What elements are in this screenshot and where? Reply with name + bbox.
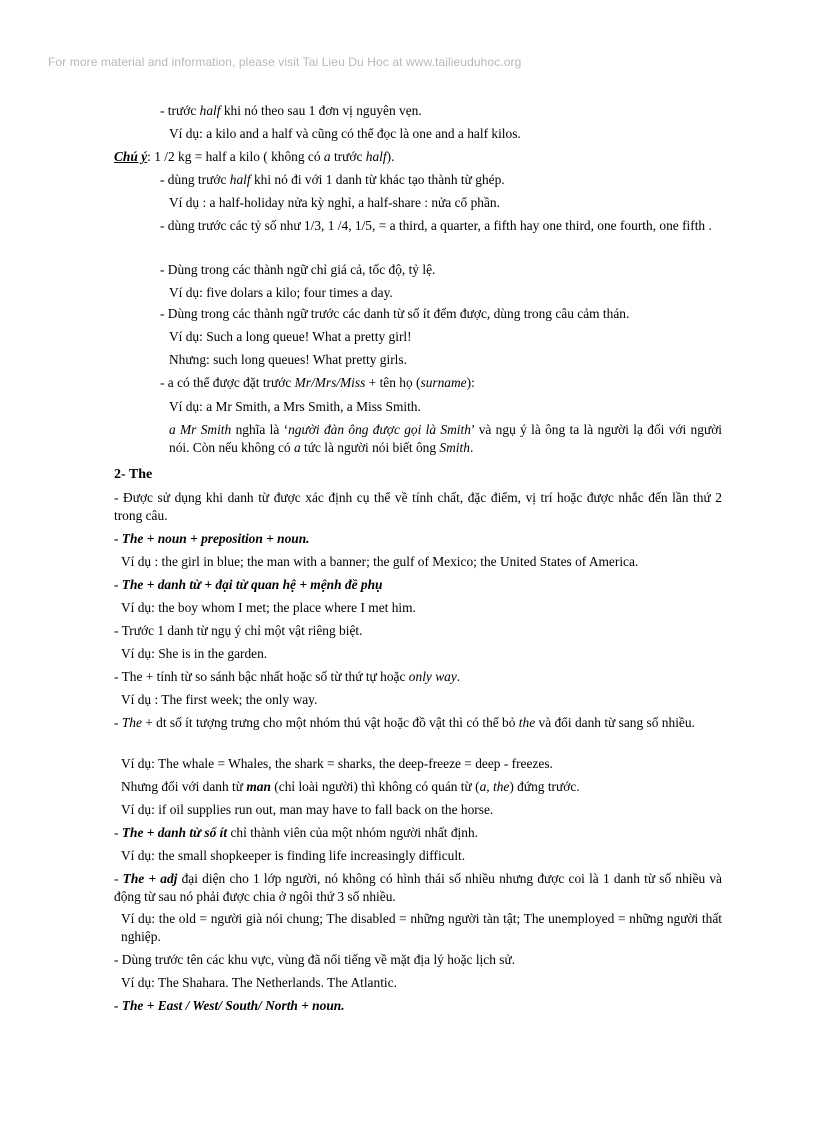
- example-price-idioms: Ví dụ: five dolars a kilo; four times a day.: [169, 285, 393, 300]
- example-half-compound: Ví dụ : a half-holiday nửa kỳ nghỉ, a half-share : nửa cổ phần.: [169, 195, 500, 210]
- section-heading-the: 2- The: [114, 467, 153, 482]
- the-rule-regions: - Dùng trước tên các khu vực, vùng đã nổi tiếng về mặt địa lý hoặc lịch sử.: [114, 952, 516, 967]
- rule-half-compound: - dùng trước half khi nó đi với 1 danh từ khác tạo thành từ ghép.: [160, 172, 505, 187]
- rule-half-unit: - trước half khi nó theo sau 1 đơn vị nguyên vẹn.: [160, 103, 422, 118]
- the-rule-species: - The + dt số ít tượng trưng cho một nhóm thú vật hoặc đồ vật thì có thể bỏ the và đổi danh từ sang số nhiều.: [114, 715, 695, 730]
- note-half-kilo: Chú ý: 1 /2 kg = half a kilo ( không có a trước half).: [114, 149, 395, 164]
- the-example-man: Ví dụ: if oil supplies run out, man may have to fall back on the horse.: [121, 802, 494, 817]
- the-rule-singular-member: - The + danh từ số ít chỉ thành viên của một nhóm người nhất định.: [114, 825, 479, 840]
- example-mr-smith: Ví dụ: a Mr Smith, a Mrs Smith, a Miss Smith.: [169, 399, 421, 414]
- the-rule-relative: - The + danh từ + đại từ quan hệ + mệnh đề phụ: [114, 577, 383, 592]
- the-example-relative: Ví dụ: the boy whom I met; the place where I met him.: [121, 600, 416, 615]
- the-rule-specific: - Trước 1 danh từ ngụ ý chỉ một vật riêng biệt.: [114, 623, 363, 638]
- the-rule-compass: - The + East / West/ South/ North + noun.: [114, 998, 345, 1013]
- rule-mr-mrs: - a có thể được đặt trước Mr/Mrs/Miss + tên họ (surname):: [160, 375, 475, 390]
- the-rule-noun-prep: - The + noun + preposition + noun.: [114, 531, 310, 546]
- the-rule-adjective: - The + adj đại diện cho 1 lớp người, nó không có hình thái số nhiều nhưng được coi là 1 danh từ số nhiều và động từ sau nó phải được chia ở ngôi thứ 3 số nhiều.: [114, 871, 722, 904]
- example-exclamation-plural: Nhưng: such long queues! What pretty girls.: [169, 352, 407, 367]
- example-half-kilo: Ví dụ: a kilo and a half và cũng có thể đọc là one and a half kilos.: [169, 126, 521, 141]
- explanation-mr-smith: a Mr Smith nghĩa là ‘người đàn ông được gọi là Smith’ và ngụ ý là ông ta là người lạ đối với người nói. Còn nếu không có a tức là người nói biết ông Smith.: [169, 422, 722, 455]
- the-example-species: Ví dụ: The whale = Whales, the shark = sharks, the deep-freeze = deep - freezes.: [121, 756, 553, 771]
- the-example-adjective: Ví dụ: the old = người già nói chung; The disabled = những người tàn tật; The unemployed = những người thất nghiệp.: [121, 911, 722, 944]
- the-example-regions: Ví dụ: The Shahara. The Netherlands. The Atlantic.: [121, 975, 397, 990]
- example-exclamation: Ví dụ: Such a long queue! What a pretty girl!: [169, 329, 412, 344]
- rule-price-idioms: - Dùng trong các thành ngữ chỉ giá cả, tốc độ, tỷ lệ.: [160, 262, 436, 277]
- the-example-shopkeeper: Ví dụ: the small shopkeeper is finding life increasingly difficult.: [121, 848, 466, 863]
- the-example-specific: Ví dụ: She is in the garden.: [121, 646, 268, 661]
- the-rule-definite: - Được sử dụng khi danh từ được xác định cụ thể về tính chất, đặc điểm, vị trí hoặc được nhắc đến lần thứ 2 trong câu.: [114, 490, 722, 523]
- rule-exclamation: - Dùng trong các thành ngữ trước các danh từ số ít đếm được, dùng trong câu cảm thán.: [160, 306, 630, 321]
- rule-fractions: - dùng trước các tỷ số như 1/3, 1 /4, 1/5, = a third, a quarter, a fifth hay one third, one fourth, one fifth .: [160, 218, 712, 233]
- the-rule-man: Nhưng đối với danh từ man (chỉ loài người) thì không có quán từ (a, the) đứng trước.: [121, 779, 580, 794]
- the-rule-superlative: - The + tính từ so sánh bậc nhất hoặc số từ thứ tự hoặc only way.: [114, 669, 461, 684]
- watermark-header: For more material and information, please visit Tai Lieu Du Hoc at www.tailieuduhoc.org: [48, 55, 522, 69]
- the-example-superlative: Ví dụ : The first week; the only way.: [121, 692, 318, 707]
- the-example-noun-prep: Ví dụ : the girl in blue; the man with a banner; the gulf of Mexico; the United States of America.: [121, 554, 639, 569]
